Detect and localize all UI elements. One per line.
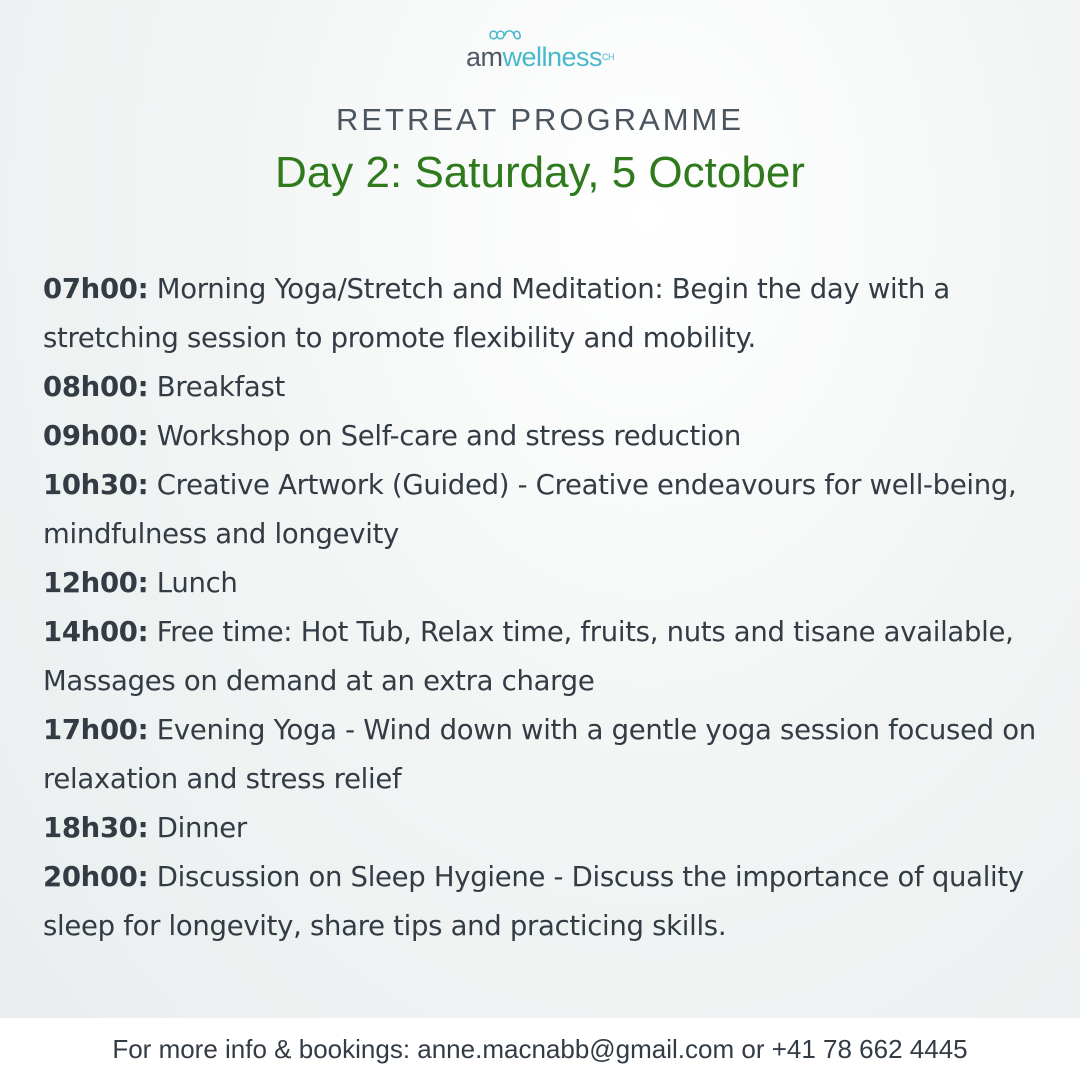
schedule-list xyxy=(43,265,1048,951)
schedule-text: Dinner xyxy=(156,812,247,844)
schedule-text: Discussion on Sleep Hygiene - Discuss the importance of quality sleep for longevity, share tips and practicing skills. xyxy=(43,861,1024,942)
page-title: RETREAT PROGRAMME xyxy=(335,102,745,137)
schedule-item xyxy=(43,853,1048,951)
schedule-item xyxy=(43,412,1048,461)
schedule-time: 08h00: xyxy=(43,371,149,403)
schedule-text: Breakfast xyxy=(156,371,285,403)
schedule-time: 17h00: xyxy=(43,714,149,746)
schedule-text: Free time: Hot Tub, Relax time, fruits, nuts and tisane available, Massages on demand at an extra charge xyxy=(43,616,1014,697)
schedule-time: 10h30: xyxy=(43,469,149,501)
schedule-text: Evening Yoga - Wind down with a gentle yoga session focused on relaxation and stress relief xyxy=(43,714,1036,795)
schedule-text: Morning Yoga/Stretch and Meditation: Begin the day with a stretching session to promote flexibility and mobility. xyxy=(43,273,950,354)
schedule-item xyxy=(43,559,1048,608)
schedule-text: Workshop on Self-care and stress reduction xyxy=(156,420,741,452)
schedule-item xyxy=(43,804,1048,853)
brand-wordmark xyxy=(466,43,614,71)
schedule-time: 07h00: xyxy=(43,273,149,305)
schedule-time: 20h00: xyxy=(43,861,149,893)
schedule-item xyxy=(43,608,1048,706)
schedule-text: Creative Artwork (Guided) - Creative endeavours for well-being, mindfulness and longevity xyxy=(43,469,1017,550)
schedule-time: 18h30: xyxy=(43,812,149,844)
schedule-text: Lunch xyxy=(156,567,238,599)
day-title: Day 2: Saturday, 5 October xyxy=(275,148,805,197)
brand-name-am: am xyxy=(465,42,503,72)
schedule-time: 12h00: xyxy=(43,567,149,599)
brand-mark: CH xyxy=(602,52,615,62)
brand-logo xyxy=(0,26,1080,71)
schedule-item xyxy=(43,363,1048,412)
schedule-item xyxy=(43,706,1048,804)
brand-name-wellness: wellness xyxy=(502,42,603,72)
schedule-item xyxy=(43,265,1048,363)
schedule-item xyxy=(43,461,1048,559)
contact-footer: For more info & bookings: anne.macnabb@gmail.com or +41 78 662 4445 xyxy=(0,1018,1080,1080)
schedule-time: 09h00: xyxy=(43,420,149,452)
schedule-time: 14h00: xyxy=(43,616,149,648)
